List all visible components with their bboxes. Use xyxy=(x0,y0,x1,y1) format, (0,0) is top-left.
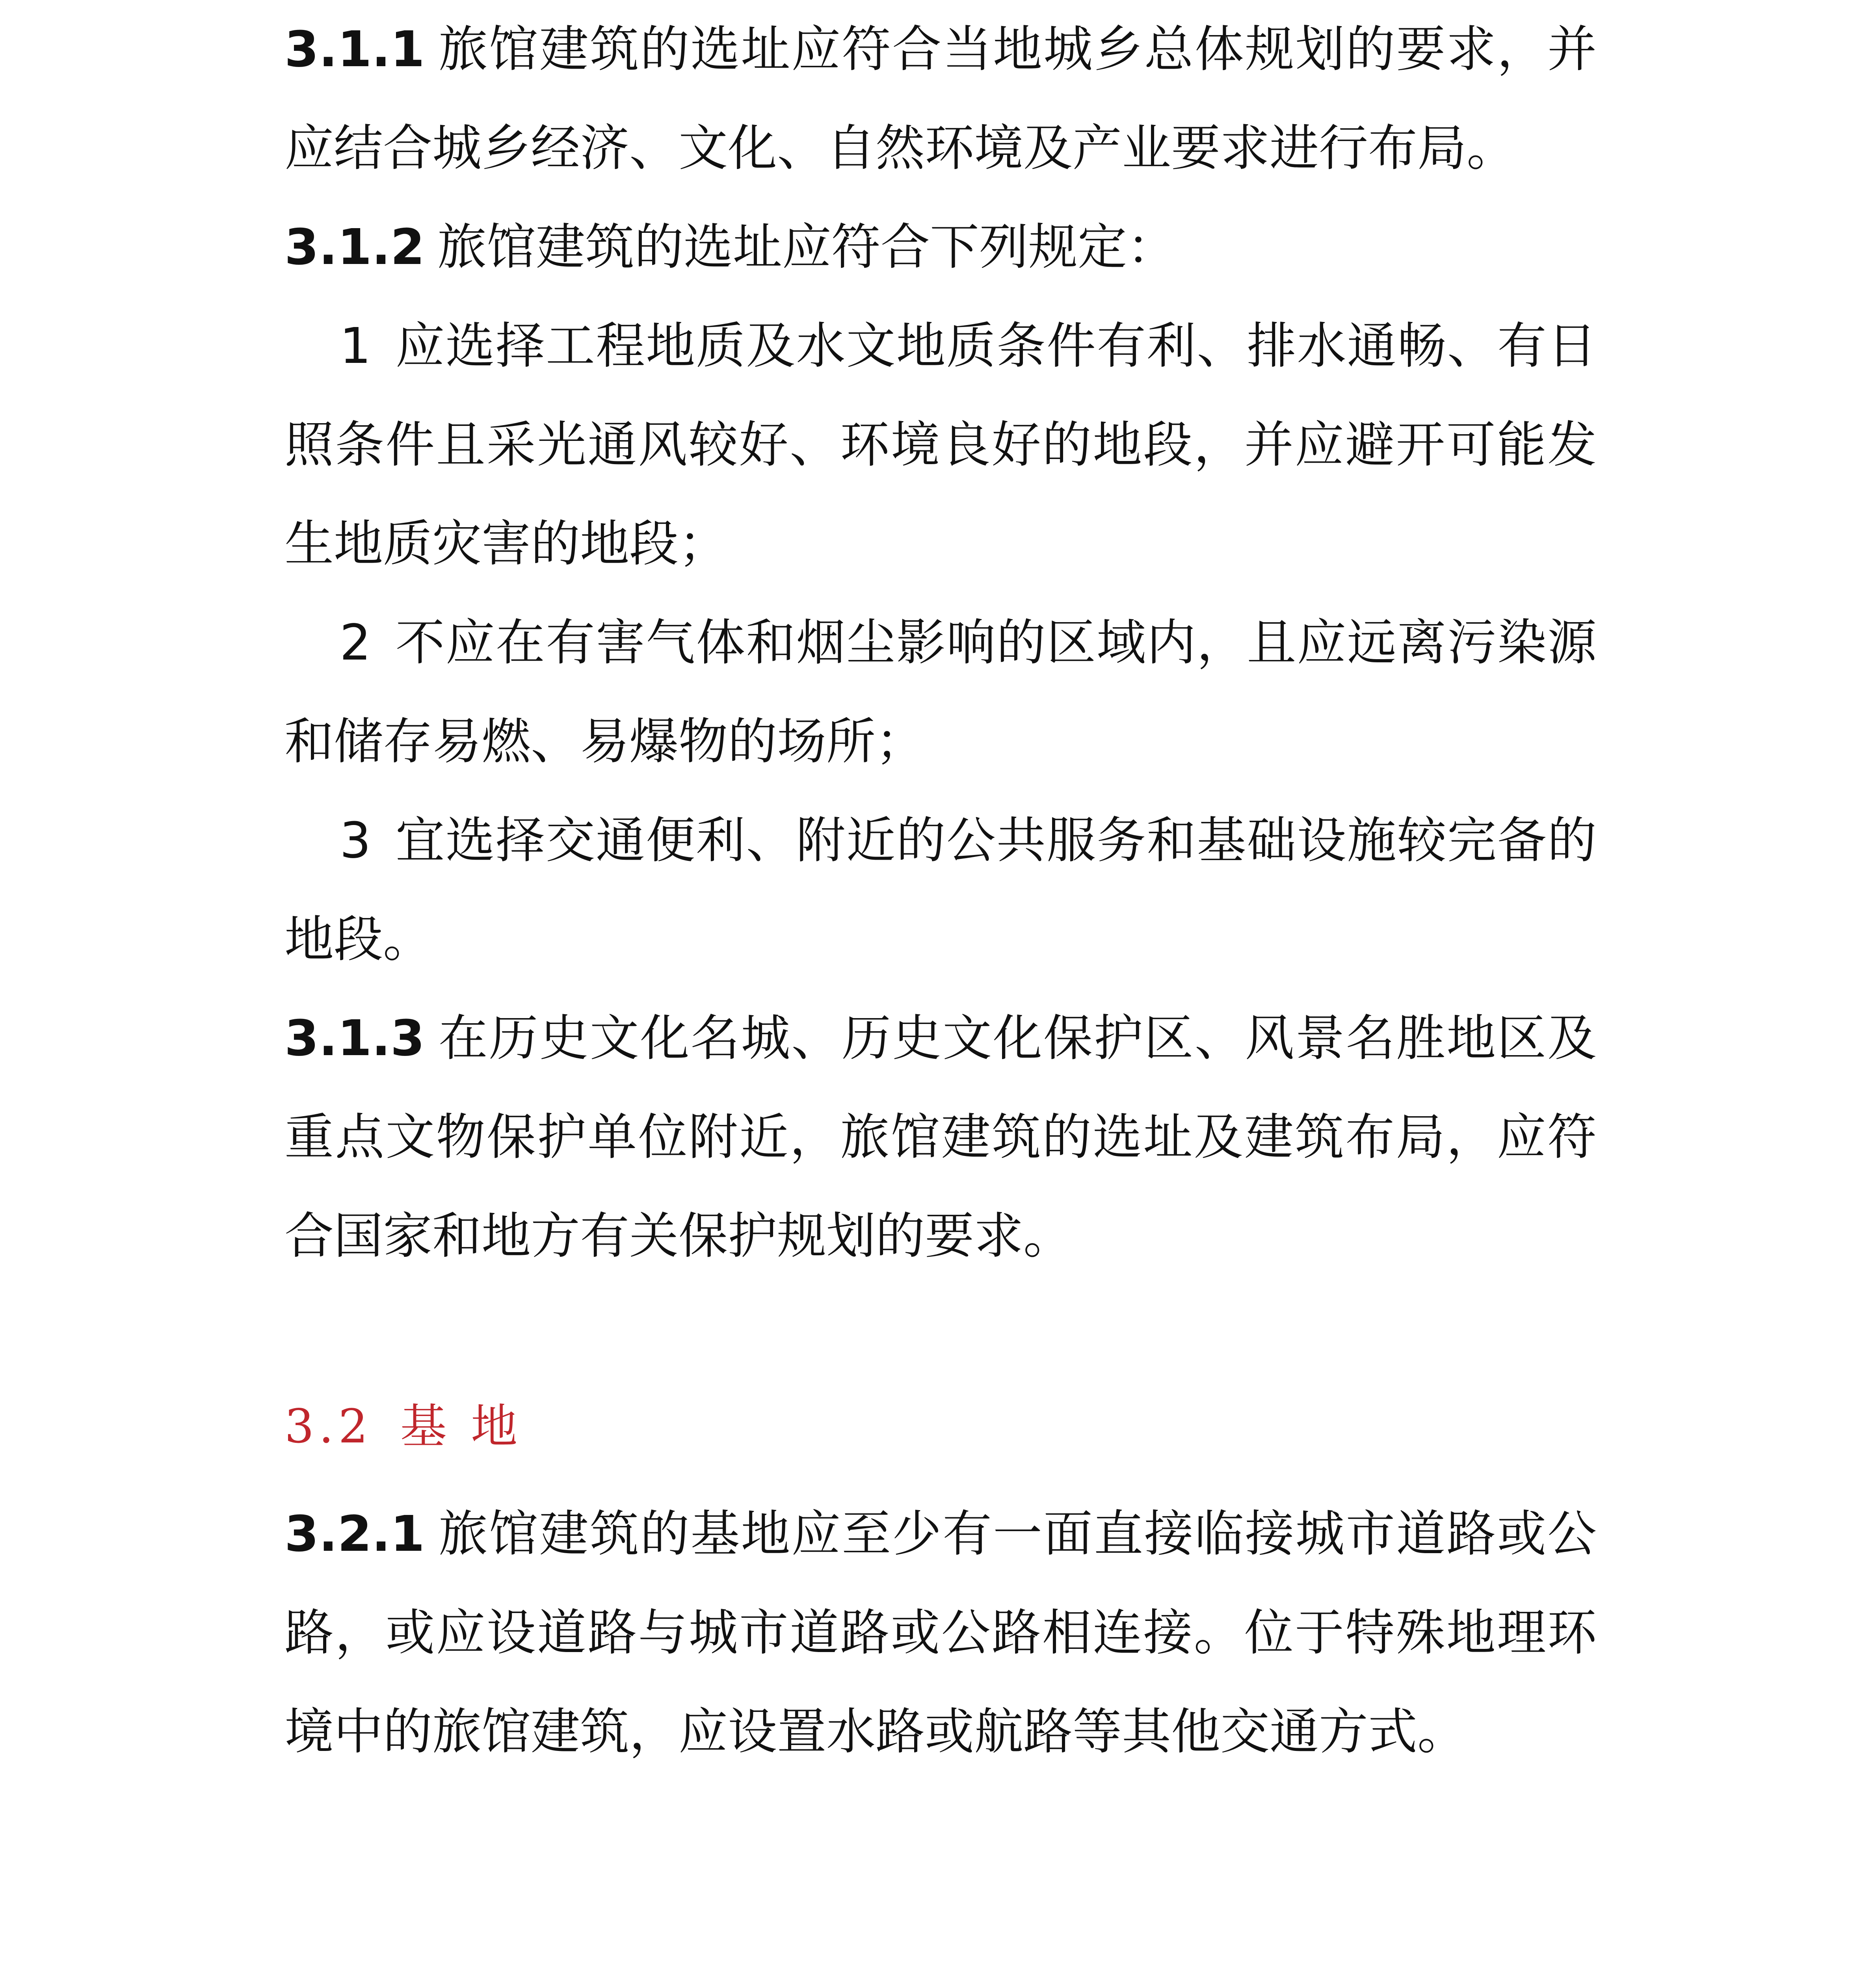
clause-number: 3.1.3 xyxy=(284,1010,425,1067)
clause-3-2-1 xyxy=(284,1485,1597,1781)
list-item-paragraph xyxy=(284,297,1597,593)
section-title: 基 地 xyxy=(400,1399,522,1453)
list-item-3 xyxy=(284,791,1597,989)
clause-number: 3.1.1 xyxy=(284,21,425,78)
item-text: 应选择工程地质及水文地质条件有利、排水通畅、有日照条件且采光通风较好、环境良好的地段，并应避开可能发生地质灾害的地段； xyxy=(284,318,1597,572)
list-item-paragraph xyxy=(284,593,1597,791)
clause-number: 3.2.1 xyxy=(284,1505,425,1563)
clause-text: 旅馆建筑的选址应符合当地城乡总体规划的要求，并应结合城乡经济、文化、自然环境及产业要求进行布局。 xyxy=(284,21,1597,177)
clause-3-1-3 xyxy=(284,989,1597,1286)
clause-paragraph xyxy=(284,0,1597,198)
section-heading xyxy=(284,1395,522,1458)
clause-3-1-2 xyxy=(284,198,1597,297)
item-number: 2 xyxy=(340,614,371,671)
clause-paragraph xyxy=(284,198,1597,297)
clause-3-1-1 xyxy=(284,0,1597,198)
clause-number: 3.1.2 xyxy=(284,219,425,276)
clause-text: 在历史文化名城、历史文化保护区、风景名胜地区及重点文物保护单位附近，旅馆建筑的选址及建筑布局，应符合国家和地方有关保护规划的要求。 xyxy=(284,1010,1597,1265)
item-text: 不应在有害气体和烟尘影响的区域内，且应远离污染源和储存易燃、易爆物的场所； xyxy=(284,614,1597,770)
clause-paragraph xyxy=(284,1485,1597,1781)
clause-text: 旅馆建筑的基地应至少有一面直接临接城市道路或公路，或应设道路与城市道路或公路相连接。位于特殊地理环境中的旅馆建筑，应设置水路或航路等其他交通方式。 xyxy=(284,1505,1597,1760)
item-number: 1 xyxy=(340,318,371,375)
clause-text: 旅馆建筑的选址应符合下列规定： xyxy=(437,219,1176,276)
list-item-paragraph xyxy=(284,791,1597,989)
section-number: 3.2 xyxy=(284,1399,373,1453)
clause-paragraph xyxy=(284,989,1597,1286)
item-number: 3 xyxy=(340,812,371,869)
item-text: 宜选择交通便利、附近的公共服务和基础设施较完备的地段。 xyxy=(284,812,1597,968)
list-item-2 xyxy=(284,593,1597,791)
list-item-1 xyxy=(284,297,1597,593)
